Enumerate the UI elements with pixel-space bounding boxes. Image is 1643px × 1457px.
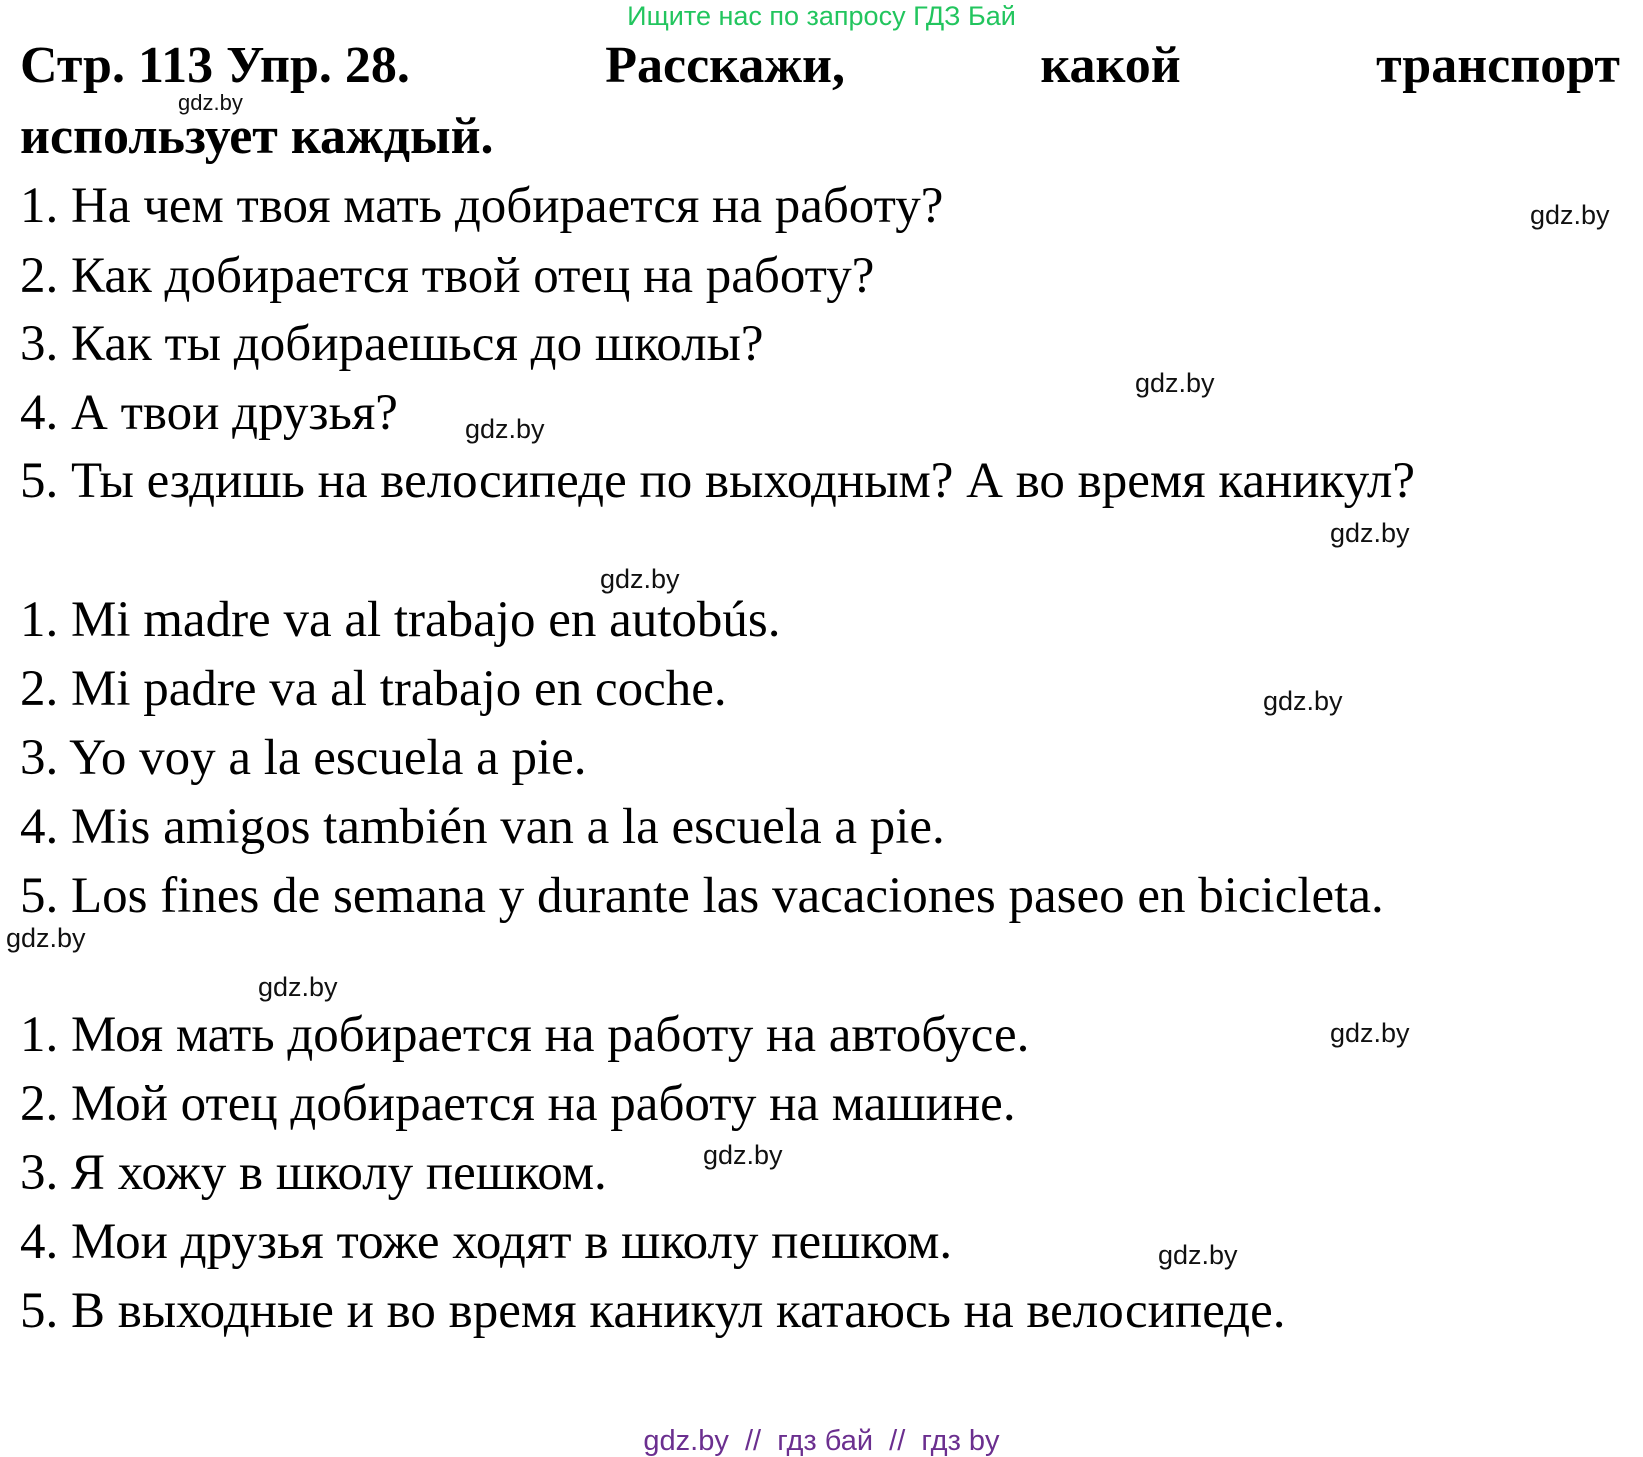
exercise-title-line2: использует каждый. [20, 108, 494, 165]
question-3: 3. Как ты добираешься до школы? [20, 316, 764, 372]
russian-answer-4: 4. Мои друзья тоже ходят в школу пешком. [20, 1214, 953, 1270]
watermark: gdz.by [1330, 1018, 1410, 1048]
question-4: 4. А твои друзья? [20, 385, 398, 441]
watermark: gdz.by [6, 923, 86, 953]
watermark: gdz.by [465, 414, 545, 444]
watermark: gdz.by [703, 1140, 783, 1170]
question-2: 2. Как добирается твой отец на работу? [20, 248, 875, 304]
watermark: gdz.by [1330, 518, 1410, 548]
watermark: gdz.by [178, 90, 243, 115]
watermark: gdz.by [600, 564, 680, 594]
russian-answer-3: 3. Я хожу в школу пешком. [20, 1145, 607, 1201]
russian-answer-2: 2. Мой отец добирается на работу на машине. [20, 1076, 1016, 1132]
footer-links: gdz.by // гдз бай // гдз by [643, 1425, 1000, 1457]
title-word-3: транспорт [1376, 37, 1620, 94]
spanish-answer-4: 4. Mis amigos también van a la escuela a pie. [20, 799, 945, 855]
watermark: gdz.by [1135, 368, 1215, 398]
exercise-title [20, 36, 1620, 96]
question-1: 1. На чем твоя мать добирается на работу? [20, 178, 944, 234]
spanish-answer-1: 1. Mi madre va al trabajo en autobús. [20, 592, 781, 648]
title-word-2: какой [1040, 37, 1181, 94]
spanish-answer-3: 3. Yo voy a la escuela a pie. [20, 730, 587, 786]
russian-answer-1: 1. Моя мать добирается на работу на автобусе. [20, 1007, 1030, 1063]
watermark: gdz.by [258, 972, 338, 1002]
title-page-ref: Стр. 113 Упр. 28. [20, 37, 410, 94]
spanish-answer-5: 5. Los fines de semana y durante las vacaciones paseo en bicicleta. [20, 868, 1384, 924]
watermark: gdz.by [1263, 686, 1343, 716]
top-banner: Ищите нас по запросу ГДЗ Бай [627, 1, 1016, 31]
question-5: 5. Ты ездишь на велосипеде по выходным? А во время каникул? [20, 453, 1416, 509]
watermark: gdz.by [1530, 200, 1610, 230]
spanish-answer-2: 2. Mi padre va al trabajo en coche. [20, 661, 727, 717]
title-word-1: Расскажи, [605, 37, 845, 94]
russian-answer-5: 5. В выходные и во время каникул катаюсь на велосипеде. [20, 1283, 1286, 1339]
watermark: gdz.by [1158, 1240, 1238, 1270]
